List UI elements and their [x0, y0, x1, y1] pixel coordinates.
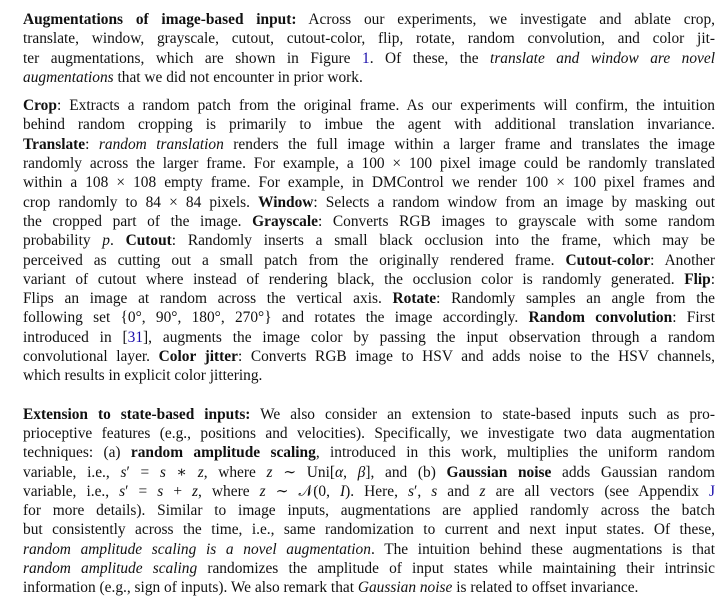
italic-run: p [102, 232, 110, 250]
text-run: crop randomly to 84 × 84 pixels. [23, 193, 259, 211]
text-run: ∗ [165, 463, 198, 481]
bold-run: Flip [684, 270, 711, 288]
italic-run: s [157, 482, 164, 500]
text-line [23, 520, 715, 539]
text-run: renders the full image within a larger frame and translates the image [223, 135, 716, 153]
italic-run: z [192, 482, 199, 500]
text-run: : Converts RGB images to grayscale with some random [317, 212, 716, 230]
bold-run: random amplitude scaling [130, 444, 316, 462]
text-run: following set {0°, 90°, 180°, 270°} and rotates the image accordingly. [23, 309, 529, 327]
text-run: randomly across the larger frame. For example, a 100 × 100 pixel image could be randomly translated [23, 155, 715, 173]
text-run: : Randomly samples an angle from the [436, 290, 715, 308]
text-run: , introduced in this work, multiplies the uniform random [315, 444, 715, 462]
text-run: . Of these, the [369, 49, 491, 67]
text-run: probability [23, 232, 103, 250]
italic-run: random amplitude scaling [23, 560, 198, 578]
text-run: : [710, 270, 715, 288]
text-line [23, 578, 715, 597]
bold-run: Color jitter [158, 348, 238, 366]
italic-run: z [259, 482, 266, 500]
text-line [23, 115, 715, 134]
text-line [23, 270, 715, 289]
text-run: convolutional layer. [23, 348, 159, 366]
text-run: ′, [413, 482, 432, 500]
italic-run: s [159, 463, 166, 481]
text-run: : First [672, 309, 715, 327]
bold-run: Cutout [125, 232, 172, 250]
text-run: ter augmentations, which are shown in Figure [23, 49, 363, 67]
bold-run: Crop [23, 97, 57, 115]
bold-run: Grayscale [252, 212, 318, 230]
text-run: . [110, 232, 126, 250]
text-run: for more details). Similar to image inputs, augmentations are applied randomly across the batch [23, 502, 715, 520]
text-run: techniques: (a) [23, 444, 131, 462]
text-line [23, 193, 715, 212]
text-run: ∼ Uni[ [272, 463, 336, 481]
reference-link[interactable]: J [709, 482, 716, 500]
italic-run: s [119, 482, 126, 500]
text-line [23, 251, 715, 270]
text-run: : Extracts a random patch from the original frame. As our experiments will confirm, the intuition [56, 97, 715, 115]
text-run: variable, i.e., [23, 482, 120, 500]
text-run: ). Here, [345, 482, 408, 500]
italic-run: z [197, 463, 204, 481]
bold-run: Extension to state-based inputs: [23, 405, 251, 423]
text-run: perceived as cutting out a small patch from the originally rendered frame. [23, 251, 566, 269]
text-line [23, 10, 715, 29]
text-run: : Converts RGB image to HSV and adds noise to the HSV channels, [237, 348, 715, 366]
text-run: which results in explicit color jittering. [23, 367, 263, 385]
reference-link[interactable]: 1 [362, 49, 370, 67]
italic-run: I [340, 482, 346, 500]
italic-run: translate and window are novel [490, 49, 715, 67]
text-line [23, 212, 715, 231]
text-run: variant of cutout where instead of rendering black, the occlusion color is randomly generated. [23, 270, 685, 288]
text-run: but consistently across the time, i.e., same randomization to current and next input states. Of these, [23, 521, 715, 539]
text-line [23, 405, 715, 424]
italic-run: z [479, 482, 486, 500]
text-run: ], augments the image color by passing the input observation through a random [143, 328, 715, 346]
text-line [23, 68, 715, 87]
bold-run: Gaussian noise [446, 463, 552, 481]
bold-run: Augmentations of image-based input: [23, 11, 297, 28]
bold-run: Cutout-color [565, 251, 651, 269]
bold-run: Random convolution [528, 309, 673, 327]
text-line [23, 154, 715, 173]
text-line [23, 308, 715, 327]
text-run: , where [198, 482, 260, 500]
italic-run: s [120, 463, 127, 481]
text-run: within a 108 × 108 empty frame. For example, in DMControl we render 100 × 100 pixel frames and [23, 174, 715, 192]
text-run: : [85, 135, 99, 153]
text-line [23, 173, 715, 192]
italic-run: s [407, 482, 414, 500]
bold-run: Rotate [392, 290, 437, 308]
italic-run: random translation [98, 135, 224, 153]
paragraph-augmentation-definitions [23, 96, 715, 385]
text-line [23, 49, 715, 68]
text-run: + [163, 482, 193, 500]
text-line [23, 443, 715, 462]
text-run: is related to offset invariance. [452, 579, 639, 597]
text-run: Flips an image at random across the vertical axis. [23, 290, 393, 308]
bold-run: Window [258, 193, 314, 211]
text-run: ], and (b) [365, 463, 447, 481]
text-run: We also consider an extension to state-based inputs such as pro- [250, 405, 715, 423]
text-run: that we did not encounter in prior work. [113, 68, 363, 86]
italic-run: random amplitude scaling is a novel augmentation [23, 540, 371, 558]
paragraph-image-augmentations [23, 10, 715, 87]
text-line [23, 96, 715, 115]
text-run: , where [203, 463, 267, 481]
text-run: , [343, 463, 358, 481]
italic-run: augmentations [23, 68, 114, 86]
text-run: : Randomly inserts a small black occlusion into the frame, which may be [171, 232, 716, 250]
text-line [23, 482, 715, 501]
text-line [23, 29, 715, 48]
text-line [23, 463, 715, 482]
reference-link[interactable]: 31 [127, 328, 144, 346]
text-line [23, 231, 715, 250]
text-run: ′ = [126, 463, 160, 481]
text-line [23, 347, 715, 366]
text-run: are all vectors (see Appendix [485, 482, 710, 500]
italic-run: s [431, 482, 438, 500]
text-run: information (e.g., sign of inputs). We also remark that [23, 579, 358, 597]
text-run: behind random cropping is primarily to imbue the agent with additional translation invariance. [23, 116, 715, 134]
text-run: translate, window, grayscale, cutout, cutout-color, flip, rotate, random convolution, and color jit- [23, 30, 715, 48]
text-run: ∼ 𝒩(0, [265, 482, 341, 500]
italic-run: Gaussian noise [357, 579, 453, 597]
bold-run: Translate [23, 135, 86, 153]
text-line [23, 424, 715, 443]
paragraph-state-based-extension [23, 405, 715, 598]
text-line [23, 328, 715, 347]
italic-run: z [266, 463, 273, 481]
text-line [23, 289, 715, 308]
text-run: Across our experiments, we investigate and ablate crop, [296, 11, 715, 28]
text-run: the cropped part of the image. [23, 212, 253, 230]
text-run: : Another [650, 251, 716, 269]
text-line [23, 540, 715, 559]
italic-run: β [357, 463, 366, 481]
text-run: adds Gaussian random [551, 463, 716, 481]
text-run: ′ = [125, 482, 158, 500]
text-line [23, 366, 715, 385]
text-run: . The intuition behind these augmentations is that [370, 540, 715, 558]
text-run: and [437, 482, 480, 500]
text-line [23, 501, 715, 520]
text-run: randomizes the amplitude of input states while maintaining their intrinsic [197, 560, 715, 578]
text-run: variable, i.e., [23, 463, 121, 481]
text-line [23, 559, 715, 578]
text-run: prioceptive features (e.g., positions and velocities). Specifically, we investigate two data augmentation [23, 424, 715, 442]
text-run: : Selects a random window from an image by masking out [313, 193, 716, 211]
text-line [23, 135, 715, 154]
text-run: introduced in [ [23, 328, 128, 346]
italic-run: α [335, 463, 344, 481]
